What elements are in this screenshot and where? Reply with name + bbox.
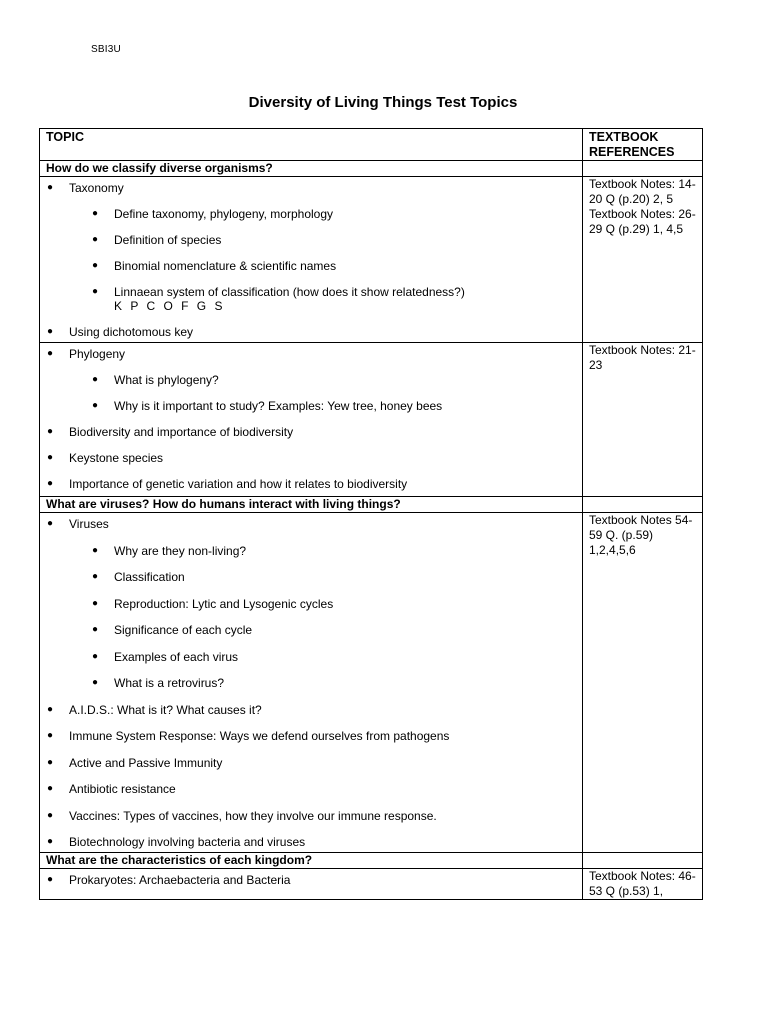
- section-heading-row: [40, 497, 703, 513]
- topic-list: [40, 347, 582, 496]
- list-item: [40, 597, 582, 611]
- bullet-icon: ●: [92, 234, 99, 245]
- table-row: [40, 177, 703, 343]
- references-cell: Textbook Notes 54-59 Q. (p.59) 1,2,4,5,6: [583, 513, 703, 853]
- topics-table: [39, 128, 703, 900]
- list-item: [40, 285, 582, 313]
- table-row: [40, 869, 703, 900]
- list-item-text: Linnaean system of classification (how does it show relatedness?): [114, 285, 465, 299]
- bullet-icon: ●: [47, 783, 54, 794]
- list-item: [40, 650, 582, 664]
- list-item: [40, 623, 582, 637]
- list-item-text: Definition of species: [114, 233, 222, 247]
- bullet-icon: ●: [92, 571, 99, 582]
- bullet-icon: ●: [47, 874, 54, 885]
- list-item: [40, 570, 582, 584]
- course-code: SBI3U: [91, 44, 121, 55]
- bullet-icon: ●: [47, 326, 54, 337]
- list-item-text: Why are they non-living?: [114, 543, 247, 558]
- list-item-text: What is phylogeny?: [114, 373, 219, 387]
- list-item: [40, 729, 582, 743]
- bullet-icon: ●: [47, 809, 54, 821]
- list-item: [40, 325, 582, 339]
- table-header-row: [40, 129, 703, 161]
- list-item-text: Immune System Response: Ways we defend ourselves from pathogens: [69, 729, 450, 743]
- list-item: [40, 233, 582, 247]
- list-item-text: Vaccines: Types of vaccines, how they involve our immune response.: [69, 808, 437, 823]
- references-column-header: TEXTBOOK REFERENCES: [583, 129, 703, 161]
- list-item: [40, 782, 582, 796]
- bullet-icon: ●: [47, 478, 54, 489]
- bullet-icon: ●: [92, 286, 99, 297]
- topic-cell: [40, 869, 583, 900]
- list-item-text: Antibiotic resistance: [69, 782, 176, 796]
- bullet-icon: ●: [92, 400, 99, 411]
- list-item-text: Classification: [114, 570, 185, 584]
- bullet-icon: ●: [47, 426, 54, 437]
- list-item-text: Viruses: [69, 517, 109, 531]
- bullet-icon: ●: [47, 452, 54, 463]
- topic-cell: [40, 177, 583, 343]
- list-item: [40, 873, 582, 887]
- list-item-text: Using dichotomous key: [69, 325, 194, 339]
- list-item: [40, 451, 582, 465]
- references-cell: Textbook Notes: 21-23: [583, 343, 703, 497]
- bullet-icon: ●: [92, 544, 99, 556]
- section-heading: How do we classify diverse organisms?: [40, 161, 583, 177]
- list-item-text: Prokaryotes: Archaebacteria and Bacteria: [69, 873, 291, 887]
- list-item-text: Keystone species: [69, 451, 164, 465]
- bullet-icon: ●: [47, 836, 54, 847]
- bullet-icon: ●: [47, 756, 54, 768]
- list-item-text: Biodiversity and importance of biodiversity: [69, 425, 294, 439]
- bullet-icon: ●: [92, 208, 99, 219]
- section-heading-row: [40, 853, 703, 869]
- list-item: [40, 399, 582, 413]
- list-item-text: Binomial nomenclature & scientific names: [114, 259, 337, 273]
- topic-list: [40, 873, 582, 898]
- list-item-text: Define taxonomy, phylogeny, morphology: [114, 207, 334, 221]
- topic-cell: [40, 343, 583, 497]
- list-item: [40, 809, 582, 823]
- topic-list: [40, 181, 582, 342]
- bullet-icon: ●: [47, 348, 54, 359]
- bullet-icon: ●: [47, 730, 54, 741]
- bullet-icon: ●: [92, 597, 99, 609]
- list-item: [40, 207, 582, 221]
- table-row: [40, 343, 703, 497]
- list-item: [40, 756, 582, 770]
- list-item: [40, 676, 582, 690]
- list-item: [40, 425, 582, 439]
- list-item: [40, 347, 582, 361]
- list-item-text: Significance of each cycle: [114, 623, 253, 637]
- list-item-text: Reproduction: Lytic and Lysogenic cycles: [114, 596, 334, 611]
- references-cell: Textbook Notes: 46-53 Q (p.53) 1,: [583, 869, 703, 900]
- list-item: [40, 835, 582, 849]
- list-item-text: What is a retrovirus?: [114, 676, 225, 690]
- list-item-text: A.I.D.S.: What is it? What causes it?: [69, 702, 262, 717]
- list-item-text: Importance of genetic variation and how it relates to biodiversity: [69, 477, 408, 491]
- list-item: [40, 703, 582, 717]
- list-item: [40, 181, 582, 195]
- list-item-text: Why is it important to study? Examples: Yew tree, honey bees: [114, 399, 443, 413]
- list-item: [40, 544, 582, 558]
- list-item-text: Active and Passive Immunity: [69, 755, 223, 770]
- topic-column-header: TOPIC: [40, 129, 583, 161]
- bullet-icon: ●: [47, 518, 54, 529]
- section-heading: What are viruses? How do humans interact with living things?: [40, 497, 583, 513]
- table-row: [40, 513, 703, 853]
- list-item-text: Phylogeny: [69, 347, 126, 361]
- bullet-icon: ●: [47, 703, 54, 715]
- list-item-text: Examples of each virus: [114, 649, 239, 664]
- bullet-icon: ●: [47, 182, 54, 193]
- bullet-icon: ●: [92, 260, 99, 271]
- list-item-text: Biotechnology involving bacteria and viruses: [69, 835, 306, 849]
- section-heading-row: [40, 161, 703, 177]
- section-heading: What are the characteristics of each kingdom?: [40, 853, 583, 869]
- bullet-icon: ●: [92, 624, 99, 635]
- list-item: [40, 259, 582, 273]
- list-item: [40, 517, 582, 531]
- references-cell: Textbook Notes: 14-20 Q (p.20) 2, 5 Textbook Notes: 26-29 Q (p.29) 1, 4,5: [583, 177, 703, 343]
- bullet-icon: ●: [92, 677, 99, 688]
- topic-list: [40, 517, 582, 852]
- bullet-icon: ●: [92, 374, 99, 385]
- document-title: Diversity of Living Things Test Topics: [248, 94, 518, 111]
- list-item-text: Taxonomy: [69, 181, 124, 195]
- list-item: [40, 373, 582, 387]
- list-item: [40, 477, 582, 491]
- bullet-icon: ●: [92, 650, 99, 662]
- list-item-subtext: K P C O F G S: [114, 299, 225, 313]
- topic-cell: [40, 513, 583, 853]
